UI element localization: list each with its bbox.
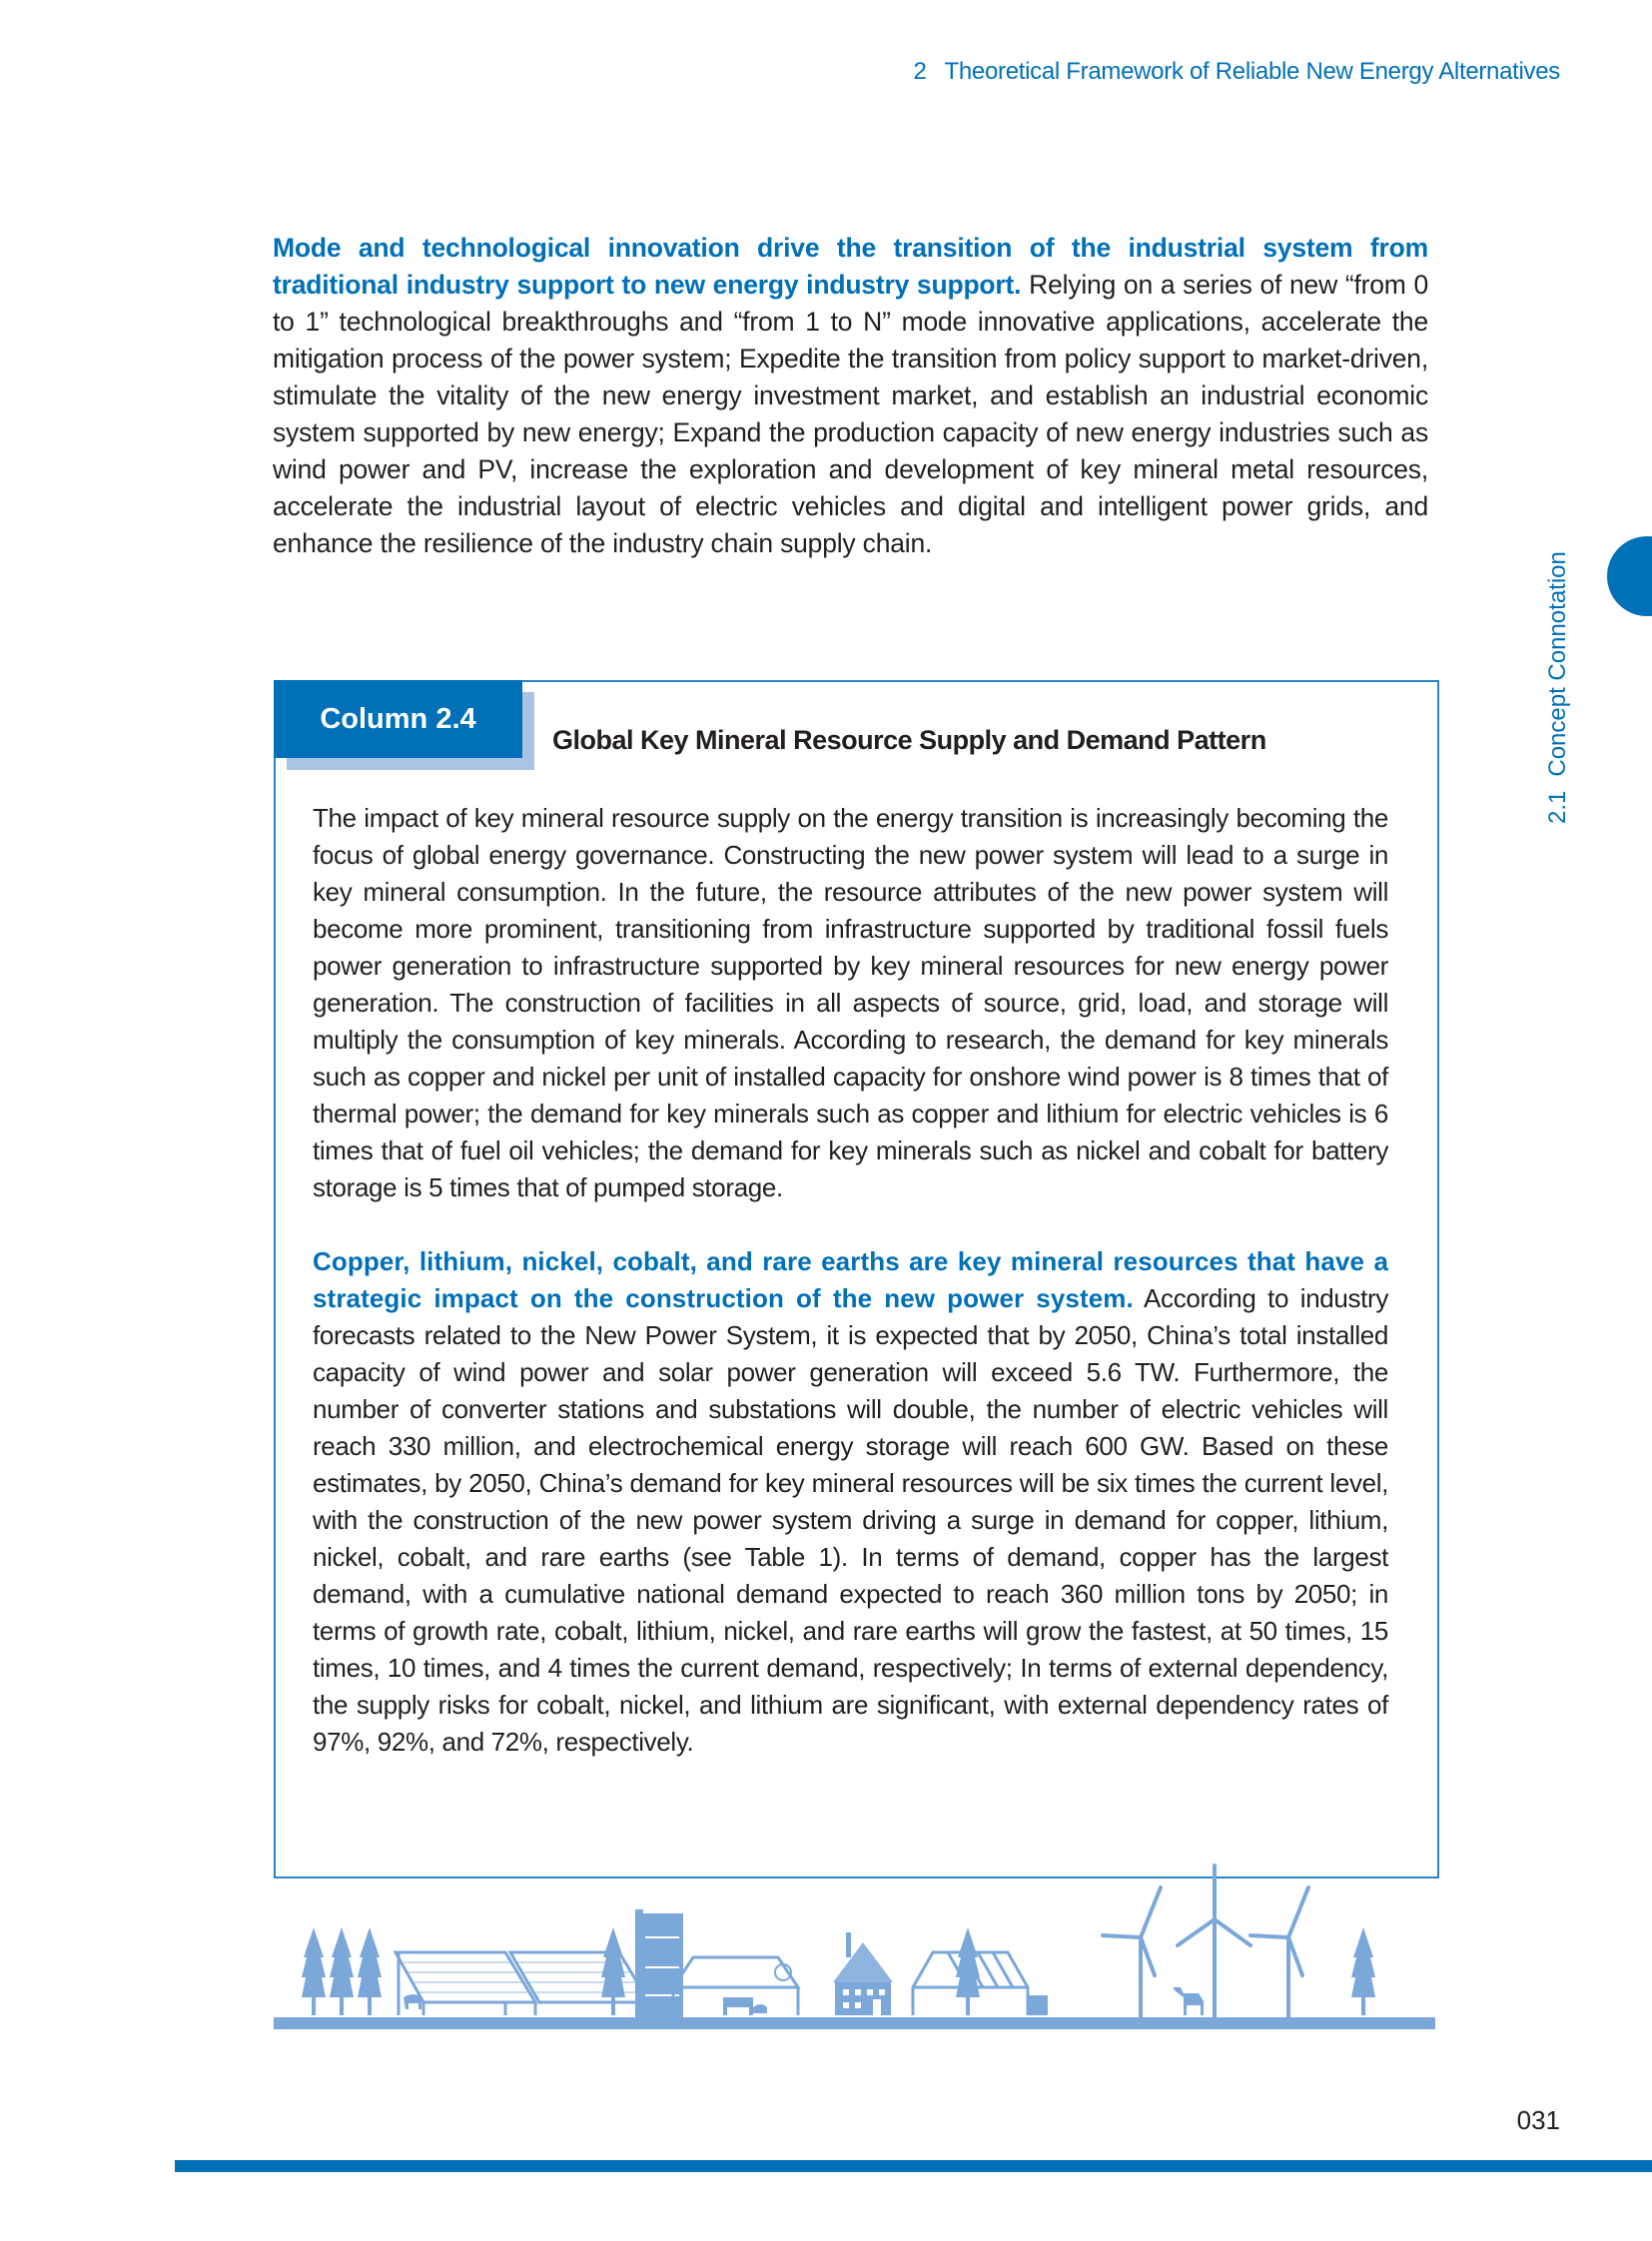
- chapter-number: 2: [913, 58, 927, 85]
- footer-bar: [175, 2160, 1652, 2172]
- section-title: Concept Connotation: [1544, 551, 1571, 777]
- intro-lead: Mode and technological innovation drive the transition of the industrial system from traditional industry support to new energy industry support.: [273, 233, 1428, 300]
- running-head: [913, 58, 1560, 86]
- section-label: [1538, 551, 1578, 824]
- chapter-title: Theoretical Framework of Reliable New Energy Alternatives: [944, 58, 1560, 85]
- section-side-tab: [1538, 524, 1578, 824]
- column-label: Column 2.4: [274, 680, 522, 758]
- intro-paragraph: [273, 230, 1428, 562]
- column-paragraph-2: [313, 1243, 1388, 1761]
- column-paragraph-2-body: According to industry forecasts related to the New Power System, it is expected that by 2050, China’s total installed capacity of wind power and solar power generation will exceed 5.6 TW. Furthermore, the number of converter stations and substations will double, the number of electric vehicles will reach 330 million, and electrochemical energy storage will reach 600 GW. Based on these estimates, by 2050, China’s demand for key mineral resources will be six times the current level, with the construction of the new power system driving a surge in demand for copper, lithium, nickel, cobalt, and rare earths (see Table 1). In terms of demand, copper has the largest demand, with a cumulative national demand expected to reach 360 million tons by 2050; in terms of growth rate, cobalt, lithium, nickel, and rare earths will grow the fastest, at 50 times, 15 times, 10 times, and 4 times the current demand, respectively; In terms of external dependency, the supply risks for cobalt, nickel, and lithium are significant, with external dependency rates of 97%, 92%, and 72%, respectively.: [313, 1283, 1389, 1757]
- column-paragraph-2-lead: Copper, lithium, nickel, cobalt, and rare earths are key mineral resources that have a strategic impact on the construction of the new power system.: [313, 1246, 1388, 1313]
- section-tab-marker: [1607, 536, 1652, 616]
- column-body: [313, 800, 1388, 1798]
- renewable-energy-landscape-icon: [274, 1848, 1435, 2032]
- column-title: Global Key Mineral Resource Supply and Demand Pattern: [552, 725, 1266, 755]
- section-number: 2.1: [1544, 790, 1571, 824]
- intro-body: Relying on a series of new “from 0 to 1” technological breakthroughs and “from 1 to N” mode innovative applications, accelerate the mitigation process of the power system; Expedite the transition from policy support to market-driven, stimulate the vitality of the new energy investment market, and establish an industrial economic system supported by new energy; Expand the production capacity of new energy industries such as wind power and PV, increase the exploration and development of key mineral metal resources, accelerate the industrial layout of electric vehicles and digital and intelligent power grids, and enhance the resilience of the industry chain supply chain.: [273, 270, 1428, 558]
- page-number: 031: [1516, 2105, 1560, 2135]
- column-paragraph-1: The impact of key mineral resource supply on the energy transition is increasingly becoming the focus of global energy governance. Constructing the new power system will lead to a surge in key mineral consumption. In the future, the resource attributes of the new power system will become more prominent, transitioning from infrastructure supported by traditional fossil fuels power generation to infrastructure supported by key mineral resources for new energy power generation. The construction of facilities in all aspects of source, grid, load, and storage will multiply the consumption of key minerals. According to research, the demand for key minerals such as copper and nickel per unit of installed capacity for onshore wind power is 8 times that of thermal power; the demand for key minerals such as copper and lithium for electric vehicles is 6 times that of fuel oil vehicles; the demand for key minerals such as nickel and cobalt for battery storage is 5 times that of pumped storage.: [313, 803, 1388, 1202]
